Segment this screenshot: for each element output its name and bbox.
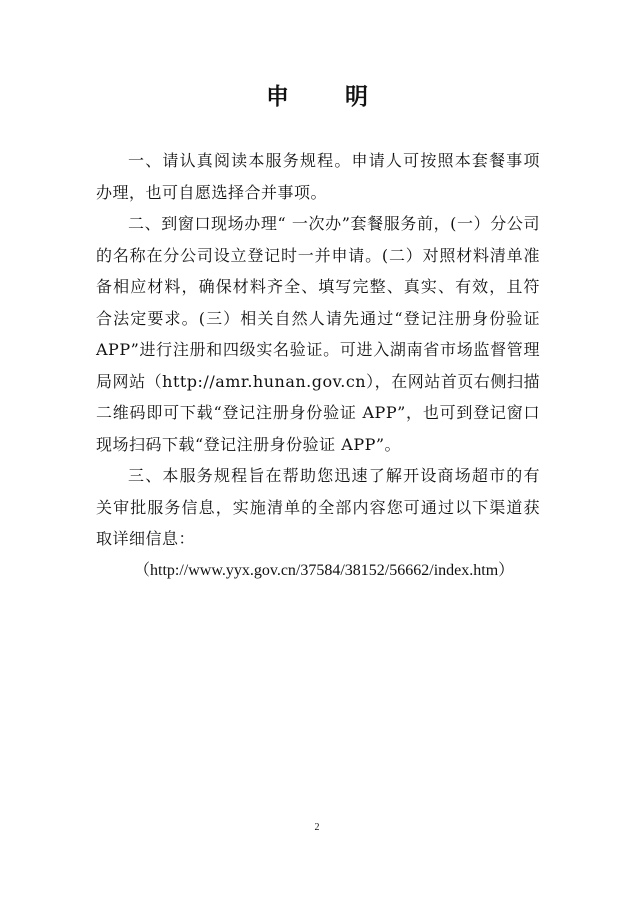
- url-line: （http://www.yyx.gov.cn/37584/38152/56662/index.htm）: [134, 561, 515, 579]
- paragraph-2: 二、到窗口现场办理“ 一次办”套餐服务前，(一）分公司的名称在分公司设立登记时一并申请。(二）对照材料清单准备相应材料，确保材料齐全、填写完整、真实、有效，且符合法定要求。(三）相关自然人请先通过“登记注册身份验证APP”进行注册和四级实名验证。可进入湖南省市场监督管理局网站（http://amr.hunan.gov.cn），在网站首页右侧扫描二维码即可下载“登记注册身份验证 APP”，也可到登记窗口现场扫码下载“登记注册身份验证 APP”。: [96, 214, 540, 454]
- page-number: 2: [314, 822, 320, 833]
- paragraph-1: 一、请认真阅读本服务规程。申请人可按照本套餐事项办理，也可自愿选择合并事项。: [96, 151, 540, 202]
- document-body: [96, 145, 540, 586]
- page-title: 申 明: [265, 84, 392, 110]
- paragraph-3: 三、本服务规程旨在帮助您迅速了解开设商场超市的有关审批服务信息，实施清单的全部内容您可通过以下渠道获取详细信息：: [96, 466, 540, 548]
